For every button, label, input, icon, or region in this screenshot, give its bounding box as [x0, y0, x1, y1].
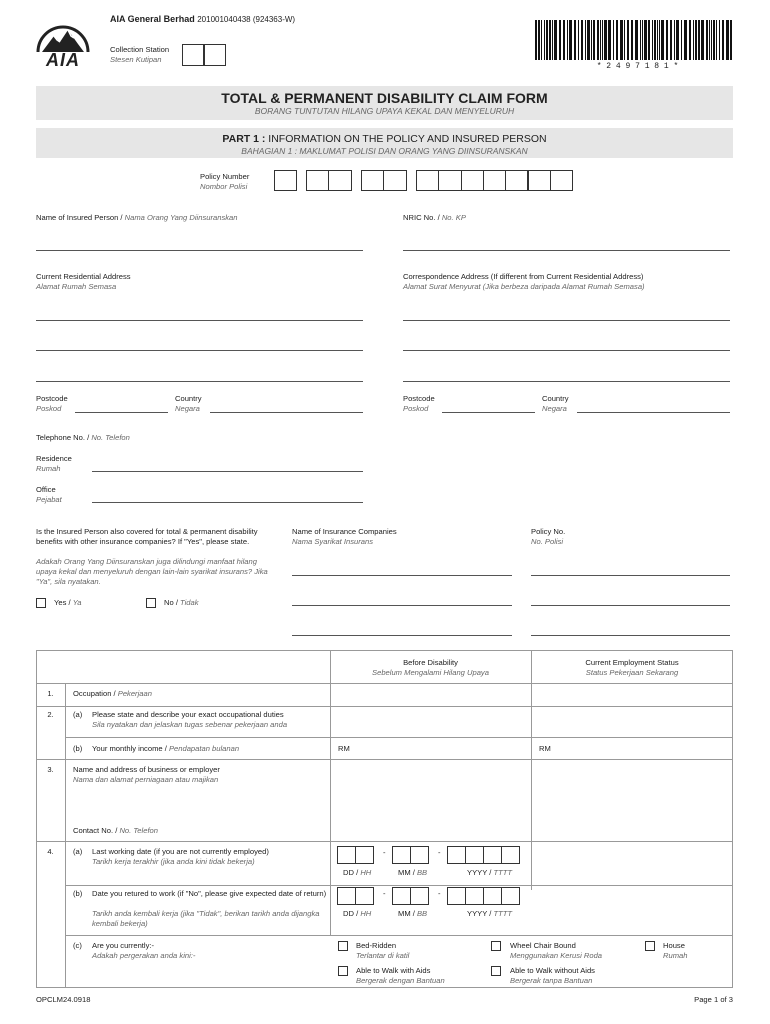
policy-number-label: Policy Number: [200, 172, 250, 181]
date-digit-box[interactable]: [465, 846, 484, 864]
before-disability-header-my: Sebelum Mengalami Hilang Upaya: [372, 668, 489, 677]
postcode-label: Postcode: [36, 394, 68, 403]
corr-country-field[interactable]: [577, 412, 730, 413]
bed-ridden-label: Bed-Ridden: [356, 941, 397, 950]
insurance-companies-label: Name of Insurance Companies: [292, 527, 397, 536]
postcode-field[interactable]: [75, 412, 168, 413]
corr-postcode-field[interactable]: [442, 412, 535, 413]
policy-no-label-my: No. Polisi: [531, 537, 564, 546]
policy-number-box[interactable]: [461, 170, 484, 191]
current-status-header-my: Status Pekerjaan Sekarang: [585, 668, 679, 677]
logo-text: AIA: [46, 50, 80, 70]
before-disability-header: Before Disability: [403, 658, 458, 667]
form-title: TOTAL & PERMANENT DISABILITY CLAIM FORM: [221, 90, 548, 106]
bed-ridden-label-my: Terlantar di katil: [356, 951, 410, 960]
date-digit-box[interactable]: [392, 846, 411, 864]
walk-with-aids-label: Able to Walk with Aids: [356, 966, 431, 975]
mobility-label: Are you currently:-: [92, 941, 155, 950]
row-1-number: 1.: [47, 689, 54, 698]
company-name: AIA General Berhad: [110, 14, 195, 24]
other-cover-question: Is the Insured Person also covered for total & permanent disability benefits with other insurance companies? If "Yes", please state.: [36, 527, 258, 546]
policy-number-box[interactable]: [438, 170, 461, 191]
date-a-dd-label: DD / HH: [343, 868, 372, 877]
other-policy-no-field-1[interactable]: [531, 575, 730, 576]
contact-no-label: Contact No. / No. Telefon: [73, 826, 158, 835]
date-digit-box[interactable]: [337, 887, 356, 905]
last-working-date-label-my: Tarikh kerja terakhir (jika anda kini tidak bekerja): [92, 857, 255, 866]
occupation-before-field[interactable]: [331, 684, 530, 705]
residential-address-label: Current Residential Address: [36, 272, 131, 281]
date-b-mm-label: MM / BB: [398, 909, 428, 918]
house-bound-checkbox[interactable]: [645, 941, 655, 951]
row-2a-tag: (a): [73, 710, 83, 719]
date-a-mm-label: MM / BB: [398, 868, 428, 877]
residential-address-line-3[interactable]: [36, 381, 363, 382]
date-separator: -: [383, 889, 386, 898]
date-separator: -: [438, 889, 441, 898]
date-b-yyyy-label: YYYY / TTTT: [467, 909, 513, 918]
walk-with-aids-label-my: Bergerak dengan Bantuan: [356, 976, 445, 985]
wheel-chair-label-my: Menggunakan Kerusi Roda: [510, 951, 603, 960]
policy-no-label: Policy No.: [531, 527, 566, 536]
insurance-company-field-1[interactable]: [292, 575, 512, 576]
collection-station-label: Collection Station: [110, 45, 170, 54]
row-4a-tag: (a): [73, 847, 83, 856]
occupation-label: Occupation / Pekerjaan: [73, 689, 152, 698]
date-digit-box[interactable]: [483, 887, 502, 905]
house-bound-label: House: [663, 941, 685, 950]
correspondence-address-label: Correspondence Address (If different from Current Residential Address): [403, 272, 644, 281]
date-digit-box[interactable]: [392, 887, 411, 905]
policy-number-box[interactable]: [274, 170, 297, 191]
other-cover-yes-label: Yes / Ya: [54, 598, 82, 607]
walk-without-aids-label-my: Bergerak tanpa Bantuan: [510, 976, 593, 985]
insurance-companies-label-my: Nama Syarikat Insurans: [292, 537, 374, 546]
part1-title-bold: PART 1 :: [222, 133, 266, 145]
barcode-bars: [535, 20, 735, 62]
nric-label: NRIC No. / No. KP: [403, 213, 466, 222]
date-digit-box[interactable]: [355, 846, 374, 864]
wheel-chair-label: Wheel Chair Bound: [510, 941, 576, 950]
income-before-rm: RM: [338, 744, 350, 753]
other-cover-no-checkbox[interactable]: [146, 598, 156, 608]
policy-number-label-my: Nombor Polisi: [200, 182, 248, 191]
residential-address-line-2[interactable]: [36, 350, 363, 351]
date-digit-box[interactable]: [337, 846, 356, 864]
corr-country-label-my: Negara: [542, 404, 567, 413]
walk-without-aids-checkbox[interactable]: [491, 966, 501, 976]
date-separator: -: [438, 848, 441, 857]
row-2-number: 2.: [47, 710, 54, 719]
collection-station-box-2[interactable]: [204, 44, 226, 66]
part1-title: [36, 133, 733, 145]
bed-ridden-checkbox[interactable]: [338, 941, 348, 951]
policy-number-box[interactable]: [383, 170, 406, 191]
row-2b-tag: (b): [73, 744, 83, 753]
company-reg-no: 201001040438 (924363-W): [197, 15, 296, 24]
part1-title-my: BAHAGIAN 1 : MAKLUMAT POLISI DAN ORANG YANG DIINSURANSKAN: [241, 146, 528, 156]
residential-address-line-1[interactable]: [36, 320, 363, 321]
residence-phone-field[interactable]: [92, 471, 363, 472]
collection-station-box-1[interactable]: [182, 44, 204, 66]
other-policy-no-field-2[interactable]: [531, 605, 730, 606]
duties-label: Please state and describe your exact occupational duties: [92, 710, 284, 719]
walk-without-aids-label: Able to Walk without Aids: [510, 966, 595, 975]
office-label-my: Pejabat: [36, 495, 62, 504]
date-digit-box[interactable]: [447, 887, 466, 905]
employer-label-my: Nama dan alamat perniagaan atau majikan: [73, 775, 219, 784]
policy-number-box[interactable]: [505, 170, 528, 191]
mobility-label-my: Adakah pergerakan anda kini:-: [92, 951, 196, 960]
residence-label: Residence: [36, 454, 72, 463]
policy-number-box[interactable]: [416, 170, 439, 191]
other-policy-no-field-3[interactable]: [531, 635, 730, 636]
row-4b-tag: (b): [73, 889, 83, 898]
house-bound-label-my: Rumah: [663, 951, 688, 960]
date-digit-box[interactable]: [501, 846, 520, 864]
residential-address-label-my: Alamat Rumah Semasa: [36, 282, 117, 291]
collection-station-label-my: Stesen Kutipan: [110, 55, 162, 64]
page-number: Page 1 of 3: [694, 995, 733, 1004]
income-current-rm: RM: [539, 744, 551, 753]
barcode-digits: * 2 4 9 7 1 8 1 *: [596, 62, 679, 71]
form-code: OPCLM24.0918: [36, 995, 91, 1004]
date-digit-box[interactable]: [410, 887, 429, 905]
date-a-yyyy-label: YYYY / TTTT: [467, 868, 513, 877]
row-3-number: 3.: [47, 765, 54, 774]
correspondence-address-line-1[interactable]: [403, 320, 730, 321]
insured-name-field[interactable]: [36, 250, 363, 251]
office-phone-field[interactable]: [92, 502, 363, 503]
country-label-my: Negara: [175, 404, 200, 413]
policy-number-box[interactable]: [306, 170, 329, 191]
occupation-current-field[interactable]: [532, 684, 732, 705]
date-digit-box[interactable]: [501, 887, 520, 905]
insured-name-label: Name of Insured Person / Nama Orang Yang Diinsuranskan: [36, 213, 238, 222]
policy-number-box[interactable]: [328, 170, 351, 191]
correspondence-address-line-3[interactable]: [403, 381, 730, 382]
date-digit-box[interactable]: [410, 846, 429, 864]
row-4-number: 4.: [47, 847, 54, 856]
postcode-label-my: Poskod: [36, 404, 62, 413]
office-label: Office: [36, 485, 56, 494]
insurance-company-field-3[interactable]: [292, 635, 512, 636]
policy-number-box[interactable]: [483, 170, 506, 191]
correspondence-address-line-2[interactable]: [403, 350, 730, 351]
date-digit-box[interactable]: [465, 887, 484, 905]
policy-number-box[interactable]: [361, 170, 384, 191]
duties-label-my: Sila nyatakan dan jelaskan tugas sebenar pekerjaan anda: [92, 720, 288, 729]
form-title-my: BORANG TUNTUTAN HILANG UPAYA KEKAL DAN MENYELURUH: [254, 106, 515, 116]
current-status-header: Current Employment Status: [585, 658, 679, 667]
insurance-company-field-2[interactable]: [292, 605, 512, 606]
part1-title-rest: INFORMATION ON THE POLICY AND INSURED PERSON: [265, 133, 547, 145]
nric-field[interactable]: [403, 250, 730, 251]
date-digit-box[interactable]: [483, 846, 502, 864]
country-field[interactable]: [210, 412, 363, 413]
correspondence-address-label-my: Alamat Surat Menyurat (Jika berbeza daripada Alamat Rumah Semasa): [403, 282, 645, 291]
return-date-label-my: Tarikh anda kembali kerja (jika "Tidak", berikan tarikh anda dijangka kembali bekerja): [92, 909, 320, 928]
corr-postcode-label: Postcode: [403, 394, 435, 403]
other-cover-yes-checkbox[interactable]: [36, 598, 46, 608]
wheel-chair-checkbox[interactable]: [491, 941, 501, 951]
policy-number-box[interactable]: [550, 170, 573, 191]
residence-label-my: Rumah: [36, 464, 61, 473]
monthly-income-label: Your monthly income / Pendapatan bulanan: [92, 744, 240, 753]
other-cover-question-my: Adakah Orang Yang Diinsuranskan juga dilindungi manfaat hilang upaya kekal dan menyeluruh dengan lain-lain syarikat insurans? Jika "Ya", sila nyatakan.: [36, 557, 268, 586]
aia-logo: [34, 22, 92, 70]
other-cover-no-label: No / Tidak: [164, 598, 199, 607]
employer-label: Name and address of business or employer: [73, 765, 220, 774]
date-b-dd-label: DD / HH: [343, 909, 372, 918]
telephone-label: Telephone No. / No. Telefon: [36, 433, 130, 442]
date-digit-box[interactable]: [355, 887, 374, 905]
barcode: [535, 20, 735, 62]
last-working-date-label: Last working date (if you are not currently employed): [92, 847, 269, 856]
date-separator: -: [383, 848, 386, 857]
corr-country-label: Country: [542, 394, 569, 403]
country-label: Country: [175, 394, 202, 403]
return-date-label: Date you retured to work (if "No", please give expected date of return): [92, 889, 327, 898]
row-4c-tag: (c): [73, 941, 82, 950]
policy-number-box[interactable]: [528, 170, 551, 191]
walk-with-aids-checkbox[interactable]: [338, 966, 348, 976]
corr-postcode-label-my: Poskod: [403, 404, 429, 413]
date-digit-box[interactable]: [447, 846, 466, 864]
